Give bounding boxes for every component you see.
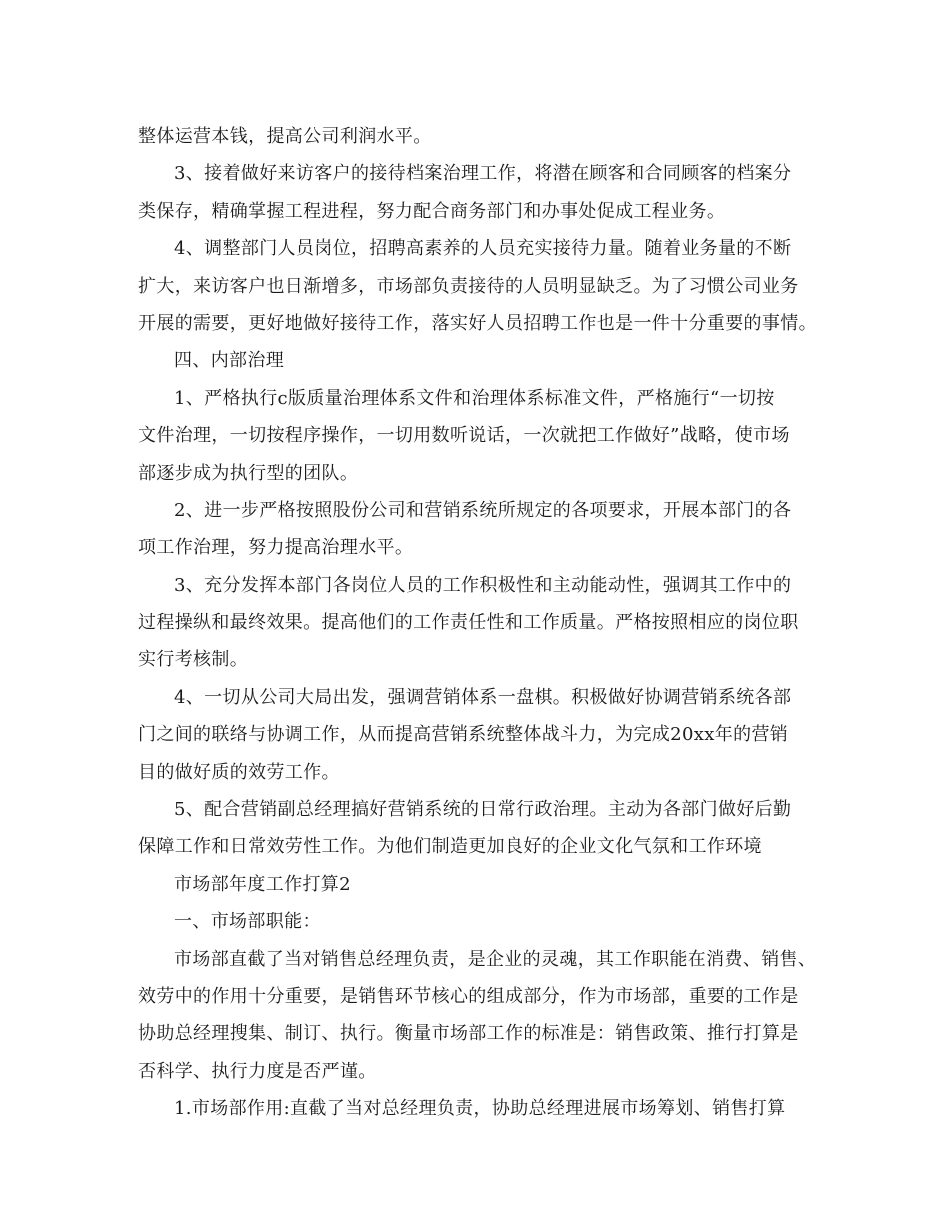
document-subtitle: 市场部年度工作打算2: [174, 873, 351, 895]
text-line: 市场部直截了当对销售总经理负责，是企业的灵魂，其工作职能在消费、销售、: [174, 948, 817, 970]
text-line: 4、一切从公司大局出发，强调营销体系一盘棋。积极做好协调营销系统各部: [174, 686, 792, 708]
text-line: 部逐步成为执行型的团队。: [138, 462, 359, 484]
text-line: 3、接着做好来访客户的接待档案治理工作，将潜在顾客和合同顾客的档案分: [174, 163, 792, 185]
section-heading: 四、内部治理: [174, 350, 285, 372]
section-heading: 一、市场部职能：: [174, 911, 321, 933]
text-line: 门之间的联络与协调工作，从而提高营销系统整体战斗力，为完成20xx年的营销: [138, 724, 789, 746]
text-line: 1.市场部作用:直截了当对总经理负责，协助总经理进展市场筹划、销售打算: [174, 1098, 786, 1120]
text-line: 目的做好质的效劳工作。: [138, 761, 340, 783]
text-line: 扩大，来访客户也日渐增多，市场部负责接待的人员明显缺乏。为了习惯公司业务: [138, 275, 799, 297]
text-line: 5、配合营销副总经理搞好营销系统的日常行政治理。主动为各部门做好后勤: [174, 799, 792, 821]
text-line: 1、严格执行c版质量治理体系文件和治理体系标准文件，严格施行“一切按: [174, 387, 775, 409]
text-line: 文件治理，一切按程序操作，一切用数听说话，一次就把工作做好”战略，使市场: [138, 425, 790, 447]
text-line: 2、进一步严格按照股份公司和营销系统所规定的各项要求，开展本部门的各: [174, 499, 792, 521]
text-line: 开展的需要，更好地做好接待工作，落实好人员招聘工作也是一件十分重要的事情。: [138, 312, 817, 334]
text-line: 类保存，精确掌握工程进程，努力配合商务部门和办事处促成工程业务。: [138, 200, 726, 222]
text-line: 保障工作和日常效劳性工作。为他们制造更加良好的企业文化气氛和工作环境: [138, 836, 762, 858]
text-line: 过程操纵和最终效果。提高他们的工作责任性和工作质量。严格按照相应的岗位职: [138, 612, 799, 634]
text-line: 效劳中的作用十分重要，是销售环节核心的组成部分，作为市场部，重要的工作是: [138, 985, 799, 1007]
text-line: 实行考核制。: [138, 649, 249, 671]
text-line: 整体运营本钱，提高公司利润水平。: [138, 126, 432, 147]
text-line: 否科学、执行力度是否严谨。: [138, 1060, 377, 1082]
document-body: [138, 118, 817, 1128]
text-line: 项工作治理，努力提高治理水平。: [138, 537, 414, 559]
text-line: 3、充分发挥本部门各岗位人员的工作积极性和主动能动性，强调其工作中的: [174, 574, 792, 596]
text-line: 4、调整部门人员岗位，招聘高素养的人员充实接待力量。随着业务量的不断: [174, 238, 792, 260]
text-line: 协助总经理搜集、制订、执行。衡量市场部工作的标准是：销售政策、推行打算是: [138, 1023, 799, 1045]
